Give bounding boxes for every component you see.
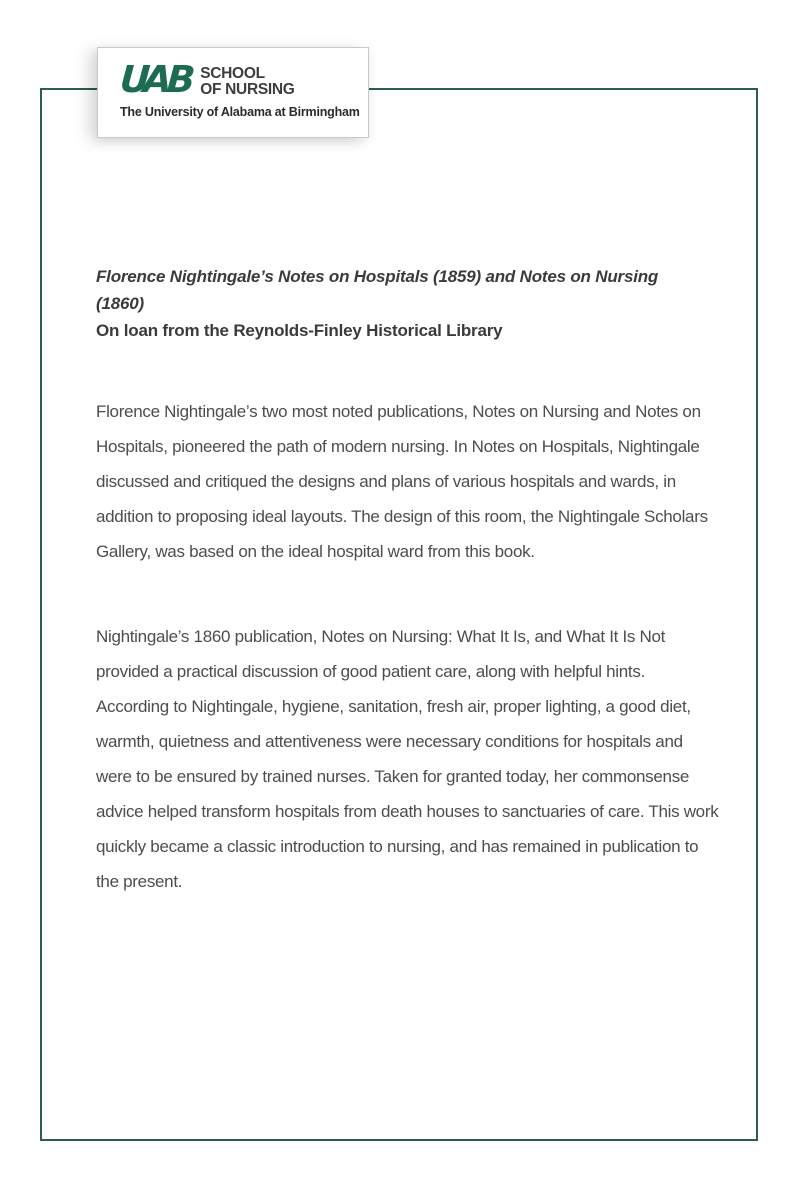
exhibit-title-line1: Florence Nightingale’s Notes on Hospitals (1859) and Notes on Nursing bbox=[96, 267, 659, 286]
school-wordmark-line1: SCHOOL bbox=[200, 65, 265, 82]
uab-monogram-logo: UAB bbox=[118, 58, 192, 101]
exhibit-title-line2: (1860) bbox=[96, 294, 144, 313]
school-of-nursing-wordmark bbox=[200, 65, 294, 98]
body-paragraph-2: Nightingale’s 1860 publication, Notes on Nursing: What It Is, and What It Is Not provided a practical discussion of good patient care, along with helpful hints. According to Nightingale, hygiene, sanitation, fresh air, proper lighting, a good diet, warmth, quietness and attentiveness were necessary conditions for hospitals and were to be ensured by trained nurses. Taken for granted today, her commonsense advice helped transform hospitals from death houses to sanctuaries of care. This work quickly became a classic introduction to nursing, and has remained in publication to the present. bbox=[96, 627, 719, 891]
university-tagline: The University of Alabama at Birmingham bbox=[120, 105, 360, 119]
loan-subtitle: On loan from the Reynolds-Finley Historical Library bbox=[96, 321, 503, 340]
school-wordmark-line2: OF NURSING bbox=[200, 81, 295, 98]
title-block bbox=[96, 263, 721, 344]
uab-logo-card bbox=[97, 47, 369, 138]
logo-row bbox=[118, 58, 368, 101]
body-paragraph-1: Florence Nightingale’s two most noted publications, Notes on Nursing and Notes on Hospitals, pioneered the path of modern nursing. In Notes on Hospitals, Nightingale discussed and critiqued the designs and plans of various hospitals and wards, in addition to proposing ideal layouts. The design of this room, the Nightingale Scholars Gallery, was based on the ideal hospital ward from this book. bbox=[96, 402, 708, 561]
label-content bbox=[96, 263, 721, 899]
